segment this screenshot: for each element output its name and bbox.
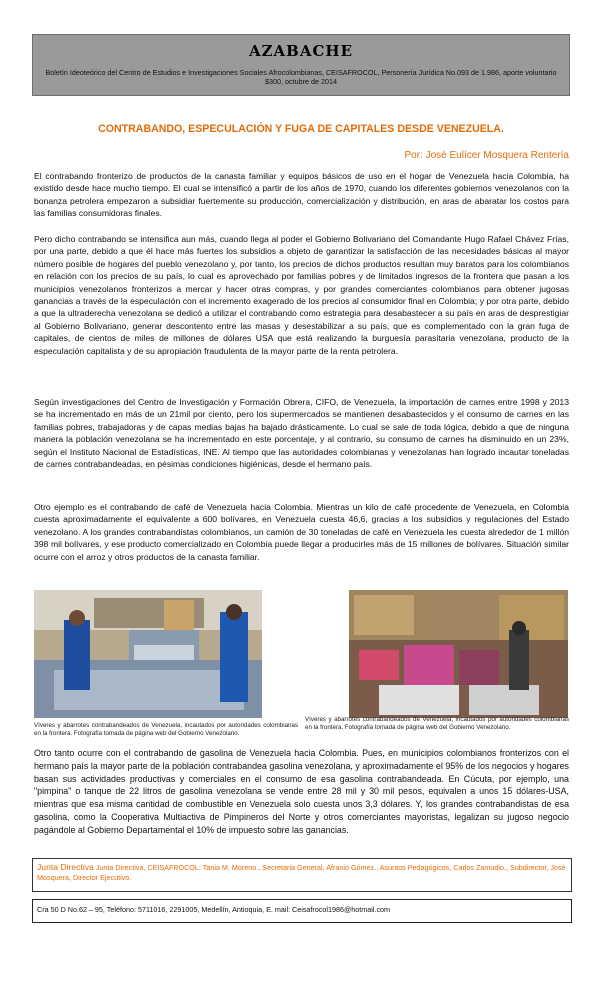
- paragraph-3: Según investigaciones del Centro de Investigación y Formación Obrera, CIFO, de Venezuela, la importación de carnes entre 1998 y 2013 se ha incrementado en más de un 21mil por ciento, pero los supermercados se mantienen desabastecidos y el consumo de carnes en las familias pobres, trabajadoras y de capas medias bajas ha bajado drásticamente. Lo cual se sale de toda lógica, debido a que de ninguna manera la población venezolana se ha incrementado en este porcentaje, y al contrario, su consumo de carnes ha disminuido en un 23%, según el Instituto Nacional de Estadísticas, INE. Al tiempo que las autoridades colombianas y venezolanas han logrado incautar toneladas de carnes contrabandeadas, en pésimas condiciones higiénicas, desde el hermano país.: [34, 397, 569, 470]
- board-of-directors-box: [32, 858, 572, 892]
- paragraph-1: El contrabando fronterizo de productos de la canasta familiar y equipos básicos de uso en el hogar de Venezuela hacia Colombia, ha existido desde hace mucho tiempo. El cual se intensificó a partir de los años de 1970, cuando los diferentes gobiernos venezolanos con la bonanza petrolera empezaron a subsidiar fuertemente su producción, comercialización y distribución, en aras de abaratar los costos para las familias consumidoras finales.: [34, 171, 569, 219]
- article-title: CONTRABANDO, ESPECULACIÓN Y FUGA DE CAPITALES DESDE VENEZUELA.: [98, 123, 504, 135]
- board-text: Junta Directiva, CEISAFROCOL: Tania M. Moreno., Secretaria General, Afranio Gómez., Asuntos Pedagógicos, Carlos Zamudio., Subdirector, José Mosquera, Director Ejecutivo.: [37, 863, 566, 882]
- bulletin-subtitle: Boletín Ideoteórico del Centro de Estudios e Investigaciones Sociales Afrocolombianas, CEISAFROCOL, Personería Jurídica No.093 de 1.986, aporte voluntario $300, octubre de 2014: [45, 68, 557, 86]
- masthead: [32, 34, 570, 96]
- photo-caption-1: Víveres y abarrotes contrabandeados de Venezuela, incautados por autoridades colombianas en la frontera. Fotografía tomada de página web del Gobierno Venezolano.: [34, 722, 298, 737]
- paragraph-5: Otro tanto ocurre con el contrabando de gasolina de Venezuela hacia Colombia. Pues, en municipios colombianos fronterizos con el hermano país la mayor parte de la población contrabandea gasolina venezolana, y aproximadamente el 95% de los negocios y hogares basan sus actividades productivas y comerciales en el consumo de esa gasolina contrabandeada. En Cúcuta, por ejemplo, una "pimpina" o tanque de 22 litros de gasolina venezolana se vende entre 28 mil y 30 mil pesos, equivalen a unos 15 dólares-USA, mientras que esa misma cantidad de combustible en Venezuela solo cuesta unos 3,3 dólares. Y, los grandes contrabandistas de esa gasolina, como la Cooperativa Multiactiva de Pimpineros del Norte y otros comerciantes mayoristas, legalizan su jugoso negocio pagándole al Gobierno Departamental el 10% de impuesto sobre las ganancias.: [34, 748, 569, 835]
- bulletin-title: AZABACHE: [248, 42, 354, 60]
- paragraph-2: Pero dicho contrabando se intensifica aun más, cuando llega al poder el Gobierno Bolivariano del Comandante Hugo Rafael Chávez Frías, por una parte, debido a que él hace más fuertes los subsidios a objeto de garantizar la satisfacción de las necesidades básicas al mayor número posible de hogares del pueblo venezolano y, por tanto, los precios de dichos productos resultan muy baratos para los colombianos en relación con los precios de su país, lo cual es aprovechado por familias pobres y de limitados ingresos de la frontera que pasan a los municipios venezolanos fronterizos a mercar y hacer otras compras, y por grandes comerciantes colombianos para obtener jugosas ganancias a través de la especulación con el incremento exagerado de los precios al consumidor final en Colombia; y por otra parte, debido a que la ultraderecha venezolana se dedicó a utilizar el contrabando como estrategia para desabastecer a su país en aras de desprestigiar al Gobierno Bolivariano, generar descontento entre las masas y desestabilizar a su país, que es complementado con la gran fuga de capitales, de cientos de miles de millones de dólares USA que está realizando la burguesía parasitaria venezolana, producto de la especulación capitalista y de su apropiación fraudulenta de la mayor parte de la renta petrolera.: [34, 234, 569, 356]
- photo-seized-goods-warehouse: [34, 590, 262, 718]
- board-label: Junta Directiva: [37, 862, 94, 872]
- contact-text: Cra 50 D No.62 – 95, Teléfono: 5711016, 2291005, Medellín, Antioquia, E. mail: Ceisafrocol1986@hotmail.com: [37, 905, 391, 914]
- photo-caption-2: Víveres y abarrotes contrabandeados de Venezuela, incautados por autoridades colombianas en la frontera. Fotografía tomada de página web del Gobierno Venezolano.: [305, 716, 569, 731]
- paragraph-4: Otro ejemplo es el contrabando de café de Venezuela hacia Colombia. Mientras un kilo de café procedente de Venezuela, en Colombia cuesta aproximadamente el equivalente a 600 bolívares, en Venezuela cuesta 46,6, gracias a los subsidios y regulaciones del Estado venezolano. A los grandes contrabandistas colombianos, un camión de 30 toneladas de café en Venezuela les cuesta alrededor de 1 millón 398 mil bolívares, y ese producto comercializado en Colombia puede llegar a producirles más de 15 millones de bolívares. Situación similar ocurre con el arroz y otros productos de la canasta familiar.: [34, 502, 569, 562]
- photo-seized-goods-boxes: [349, 590, 568, 718]
- contact-box: [32, 899, 572, 923]
- article-author: Por: José Eulícer Mosquera Rentería: [404, 150, 569, 161]
